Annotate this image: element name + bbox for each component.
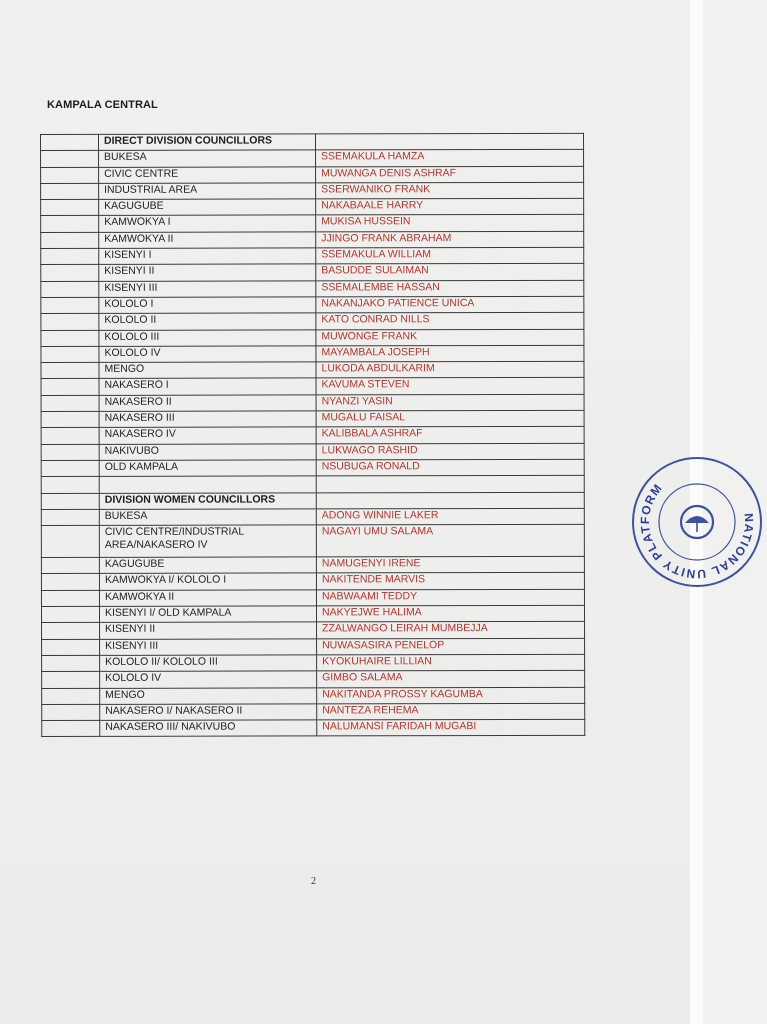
area-cell: KOLOLO IV (100, 671, 317, 688)
area-cell: KOLOLO II (99, 313, 316, 330)
area-cell: KISENYI I/ OLD KAMPALA (99, 606, 316, 623)
area-cell: KOLOLO IV (99, 346, 316, 363)
empty-cell (41, 444, 99, 460)
councillor-name-cell: NUWASASIRA PENELOP (317, 638, 585, 655)
stamp-text: NATIONAL UNITY PLATFORM (637, 480, 757, 582)
empty-cell (41, 493, 99, 509)
area-cell: NAKASERO III/ NAKIVUBO (100, 720, 317, 737)
empty-cell (41, 314, 99, 330)
empty-cell (41, 216, 99, 232)
area-cell: NAKASERO I/ NAKASERO II (100, 704, 317, 721)
area-cell: BUKESA (99, 150, 316, 167)
table-row (41, 508, 584, 525)
empty-cell (41, 574, 99, 590)
area-cell: KAMWOKYA II (99, 232, 316, 249)
empty-cell (42, 672, 100, 688)
area-cell: OLD KAMPALA (99, 460, 316, 477)
councillor-name-cell: ZZALWANGO LEIRAH MUMBEJJA (317, 622, 585, 639)
table-row (42, 622, 585, 639)
councillor-name-cell: BASUDDE SULAIMAN (316, 264, 584, 281)
area-cell: NAKIVUBO (99, 444, 316, 461)
spacer-row (41, 476, 584, 493)
empty-cell (41, 460, 99, 476)
page-number: 2 (311, 876, 316, 887)
table-row (41, 427, 584, 444)
empty-cell (41, 477, 99, 493)
councillor-name-cell: KATO CONRAD NILLS (316, 313, 584, 330)
table-row (41, 264, 584, 281)
councillor-name-cell: NAKANJAKO PATIENCE UNICA (316, 296, 584, 313)
table-row (41, 231, 584, 248)
empty-cell (41, 297, 99, 313)
area-cell: BUKESA (99, 509, 316, 526)
area-cell: CIVIC CENTRE/INDUSTRIAL AREA/NAKASERO IV (99, 525, 316, 557)
table-row (41, 605, 584, 622)
empty-cell (41, 151, 99, 167)
empty-cell (41, 134, 99, 150)
councillor-name-cell: NYANZI YASIN (316, 394, 584, 411)
empty-cell (316, 133, 584, 150)
councillor-name-cell: NAKITANDA PROSSY KAGUMBA (317, 687, 585, 704)
area-cell: KISENYI I (99, 248, 316, 265)
table-row (41, 215, 584, 232)
empty-cell (41, 346, 99, 362)
area-cell: KOLOLO I (99, 297, 316, 314)
table-row (41, 378, 584, 395)
table-row (41, 182, 584, 199)
table-row (41, 345, 584, 362)
councillor-name-cell: NABWAAMI TEDDY (316, 589, 584, 606)
section-title: DIVISION WOMEN COUNCILLORS (99, 492, 316, 509)
section-header-row (41, 133, 584, 150)
area-cell: KOLOLO II/ KOLOLO III (100, 655, 317, 672)
councillor-name-cell: MUKISA HUSSEIN (316, 215, 584, 232)
area-cell: KAMWOKYA II (99, 590, 316, 607)
table-row (42, 638, 585, 655)
councillor-name-cell: NAKYEJWE HALIMA (316, 605, 584, 622)
councillor-name-cell: GIMBO SALAMA (317, 671, 585, 688)
empty-cell (42, 688, 100, 704)
table-row (41, 150, 584, 167)
empty-cell (42, 704, 100, 720)
councillor-name-cell: LUKODA ABDULKARIM (316, 362, 584, 379)
table-row (42, 687, 585, 704)
empty-cell (41, 281, 99, 297)
empty-cell (42, 623, 100, 639)
table-row (41, 329, 584, 346)
councillor-name-cell: NAKITENDE MARVIS (316, 573, 584, 590)
councillor-name-cell: KALIBBALA ASHRAF (316, 427, 584, 444)
empty-cell (42, 720, 100, 736)
table-row (41, 524, 584, 557)
councillor-name-cell: MUWONGE FRANK (316, 329, 584, 346)
councillor-name-cell: KYOKUHAIRE LILLIAN (317, 654, 585, 671)
area-cell: KOLOLO III (99, 329, 316, 346)
councillor-name-cell: ADONG WINNIE LAKER (316, 508, 584, 525)
section-title: DIRECT DIVISION COUNCILLORS (99, 134, 316, 151)
table-row (42, 703, 585, 720)
empty-cell (41, 183, 99, 199)
empty-cell (316, 476, 584, 493)
table-row (42, 671, 585, 688)
table-row (41, 362, 584, 379)
councillor-name-cell: MUGALU FAISAL (316, 410, 584, 427)
empty-cell (42, 639, 100, 655)
table-row (41, 247, 584, 264)
area-cell: KAMWOKYA I (99, 215, 316, 232)
area-cell: KISENYI III (99, 281, 316, 298)
svg-text:NATIONAL UNITY PLATFORM (630, 464, 765, 590)
councillor-name-cell: NANTEZA REHEMA (317, 703, 585, 720)
empty-cell (41, 232, 99, 248)
area-cell: NAKASERO I (99, 378, 316, 395)
empty-cell (41, 526, 99, 558)
table-row (41, 459, 584, 476)
table-row (41, 589, 584, 606)
area-cell: KISENYI II (100, 622, 317, 639)
area-cell: NAKASERO IV (99, 427, 316, 444)
empty-cell (99, 476, 316, 493)
empty-cell (41, 558, 99, 574)
empty-cell (41, 167, 99, 183)
table-row (41, 556, 584, 573)
area-cell: CIVIC CENTRE (99, 167, 316, 184)
party-stamp (627, 452, 767, 592)
empty-cell (41, 379, 99, 395)
councillor-name-cell: KAVUMA STEVEN (316, 378, 584, 395)
councillor-name-cell: JJINGO FRANK ABRAHAM (316, 231, 584, 248)
table-row (41, 573, 584, 590)
table-row (41, 166, 584, 183)
empty-cell (41, 411, 99, 427)
empty-cell (42, 655, 100, 671)
councillor-name-cell: NAGAYI UMU SALAMA (316, 524, 584, 557)
councillor-name-cell: NALUMANSI FARIDAH MUGABI (317, 719, 585, 736)
empty-cell (316, 492, 584, 509)
area-cell: NAKASERO III (99, 411, 316, 428)
empty-cell (41, 363, 99, 379)
empty-cell (41, 428, 99, 444)
table-row (42, 719, 585, 736)
area-cell: KAGUGUBE (99, 199, 316, 216)
empty-cell (41, 395, 99, 411)
empty-cell (41, 200, 99, 216)
table-row (41, 443, 584, 460)
councillor-name-cell: NAMUGENYI IRENE (316, 556, 584, 573)
area-cell: KAGUGUBE (99, 557, 316, 574)
area-cell: KAMWOKYA I/ KOLOLO I (99, 573, 316, 590)
umbrella-icon (681, 506, 713, 538)
area-cell: KISENYI II (99, 264, 316, 281)
table-row (41, 410, 584, 427)
empty-cell (41, 606, 99, 622)
table-row (42, 654, 585, 671)
councillor-name-cell: NSUBUGA RONALD (316, 459, 584, 476)
councillor-name-cell: SSERWANIKO FRANK (316, 182, 584, 199)
table-row (41, 199, 584, 216)
table-row (41, 296, 584, 313)
empty-cell (41, 265, 99, 281)
area-cell: KISENYI III (100, 639, 317, 656)
table-row (41, 280, 584, 297)
document-heading: KAMPALA CENTRAL (47, 99, 158, 111)
councillor-name-cell: LUKWAGO RASHID (316, 443, 584, 460)
councillor-name-cell: SSEMAKULA HAMZA (316, 150, 584, 167)
area-cell: NAKASERO II (99, 395, 316, 412)
councillor-name-cell: SSEMAKULA WILLIAM (316, 247, 584, 264)
councillor-name-cell: NAKABAALE HARRY (316, 199, 584, 216)
table-row (41, 313, 584, 330)
councillors-table (40, 133, 585, 738)
councillor-name-cell: MAYAMBALA JOSEPH (316, 345, 584, 362)
area-cell: MENGO (99, 362, 316, 379)
councillor-name-cell: MUWANGA DENIS ASHRAF (316, 166, 584, 183)
councillor-name-cell: SSEMALEMBE HASSAN (316, 280, 584, 297)
area-cell: MENGO (100, 687, 317, 704)
empty-cell (41, 509, 99, 525)
area-cell: INDUSTRIAL AREA (99, 183, 316, 200)
section-header-row (41, 492, 584, 509)
empty-cell (41, 590, 99, 606)
empty-cell (41, 330, 99, 346)
table-row (41, 394, 584, 411)
empty-cell (41, 248, 99, 264)
